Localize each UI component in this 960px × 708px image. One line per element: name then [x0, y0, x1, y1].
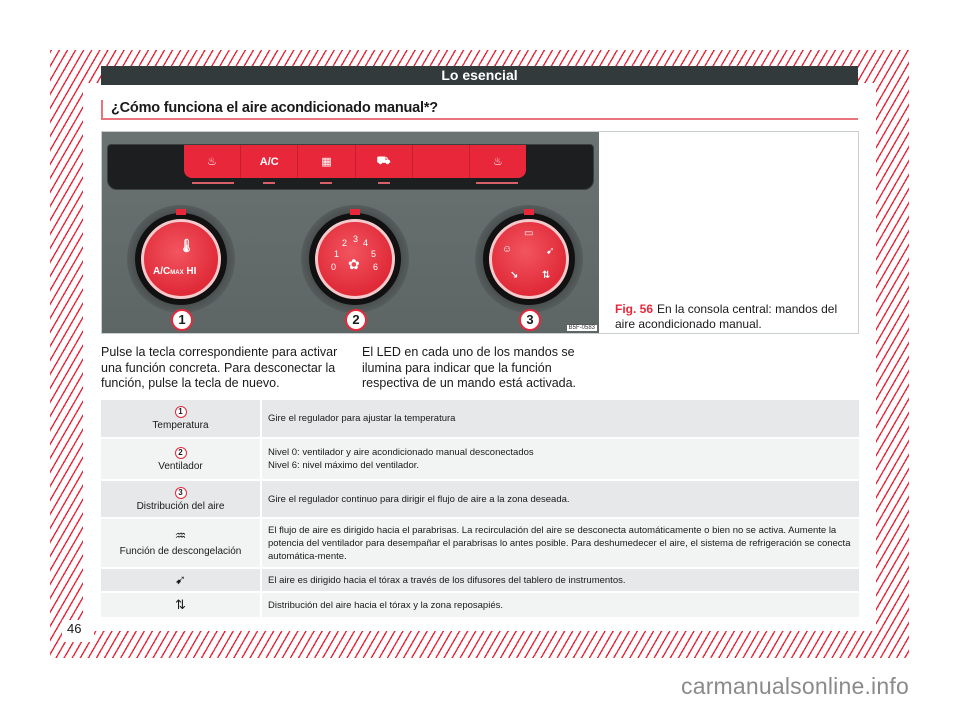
air-feet-icon: ↘ [510, 270, 519, 281]
button-row [184, 145, 526, 178]
row-label: Temperatura [152, 420, 209, 431]
knob-face [489, 219, 569, 299]
table-cell-description [262, 519, 859, 567]
hi-label: HI [186, 266, 197, 277]
table-cell-label [101, 400, 260, 437]
knob-indicator [350, 209, 360, 215]
rear-defrost-icon: ▦ [298, 145, 355, 178]
air-chest-feet-icon: ⇅ [542, 270, 551, 281]
table-cell-description [262, 400, 859, 437]
fan-level: 3 [353, 234, 359, 244]
table-cell-label [101, 439, 260, 479]
table-cell-label [101, 481, 260, 517]
figure-caption [615, 302, 850, 332]
paragraph-right: El LED en cada uno de los mandos se ilumina para indicar que la función respectiva de un mando está activada. [362, 345, 577, 390]
fan-icon: ✿ [348, 256, 360, 272]
fan-level: 5 [371, 249, 377, 259]
ac-panel-illustration [102, 132, 599, 333]
recirculation-car-icon: ⛟ [356, 145, 413, 178]
thermometer-icon: 🌡 [178, 238, 195, 253]
fan-level: 2 [342, 238, 348, 248]
description-line: El flujo de aire es dirigido hacia el parabrisas. La recirculación del aire se desconecta automáticamente o bien no se activa. Aumente la potencia del ventilador para desempañar el parabrisas lo antes posible. Para deshumedecer el aire, el sistema de refrigeración se conecta automática-mente. [268, 524, 851, 562]
number-circle: 1 [175, 406, 187, 418]
table-row [101, 593, 859, 617]
ac-label: A/C [153, 266, 171, 277]
knob-ring [309, 213, 401, 305]
row-label: Distribución del aire [136, 500, 225, 512]
knob-indicator [524, 209, 534, 215]
fan-level: 0 [331, 262, 337, 272]
figure-code: B5F-0583 [568, 325, 595, 331]
table-cell-description [262, 439, 859, 479]
blank-button [413, 145, 470, 178]
windshield-defrost-icon: ▭ [524, 228, 534, 239]
page-title: ¿Cómo funciona el aire acondicionado manual*? [111, 100, 438, 116]
description-line: El aire es dirigido hacia el tórax a través de los difusores del tablero de instrumentos. [268, 574, 626, 586]
max-label: MAX [170, 270, 184, 276]
title-block [101, 100, 858, 120]
knob-face [315, 219, 395, 299]
air-chest-feet-icon: ⇅ [175, 597, 186, 612]
table-row [101, 519, 859, 567]
number-circle: 3 [175, 487, 187, 499]
table-row [101, 569, 859, 591]
knob-ring [135, 213, 227, 305]
table-cell-label [101, 593, 260, 617]
paragraph-left: Pulse la tecla correspondiente para activar una función concreta. Para desconectar la función, pulse la tecla de nuevo. [101, 345, 338, 390]
seat-heating-right-icon: ♨ [493, 156, 503, 168]
knob-face [141, 219, 221, 299]
fan-level: 4 [363, 238, 369, 248]
knob-indicator [176, 209, 186, 215]
led-indicator [476, 182, 518, 184]
fan-level: 1 [334, 249, 340, 259]
distribution-knob [475, 205, 583, 313]
description-line: Distribución del aire hacia el tórax y la zona reposapiés. [268, 599, 503, 611]
table-cell-label [101, 519, 260, 567]
button-strip [107, 144, 594, 190]
section-header: Lo esencial [101, 66, 858, 85]
figure-caption-text: En la consola central: mandos del aire acondicionado manual. [615, 302, 838, 331]
seat-heating-left-icon: ♨ [184, 145, 241, 178]
table-cell-label [101, 569, 260, 591]
led-indicator [192, 182, 234, 184]
windshield-defrost-icon: ♒ [174, 528, 187, 543]
number-circle: 2 [175, 447, 187, 459]
table-row [101, 439, 859, 479]
description-line: Gire el regulador para ajustar la temperatura [268, 413, 456, 424]
callout-1: 1 [171, 309, 193, 331]
watermark: carmanualsonline.info [681, 673, 909, 699]
fan-level: 6 [373, 262, 379, 272]
description-line: Nivel 0: ventilador y aire acondicionado manual desconectados [268, 447, 534, 458]
callout-2: 2 [345, 309, 367, 331]
air-chest-icon: ➹ [546, 246, 555, 257]
page-number: 46 [67, 621, 82, 636]
callout-3: 3 [519, 309, 541, 331]
table-cell-description [262, 593, 859, 617]
ac-button: A/C [241, 145, 298, 178]
fan-knob [301, 205, 409, 313]
figure-label: Fig. 56 [615, 302, 654, 316]
temperature-knob [127, 205, 235, 313]
table-row [101, 400, 859, 437]
description-line: Nivel 6: nivel máximo del ventilador. [268, 460, 420, 471]
led-indicator [378, 182, 390, 184]
knob-ring [483, 213, 575, 305]
air-chest-icon: ➹ [175, 572, 186, 587]
led-indicator [263, 182, 275, 184]
knob-label [153, 266, 196, 277]
description-line: Gire el regulador continuo para dirigir el flujo de aire a la zona deseada. [268, 493, 570, 505]
led-indicator [320, 182, 332, 184]
row-label: Ventilador [158, 460, 203, 472]
row-label: Función de descongelación [119, 546, 242, 557]
table-cell-description [262, 481, 859, 517]
recirc-person-icon: ☺ [502, 244, 513, 255]
table-row [101, 481, 859, 517]
figure [101, 131, 859, 334]
table-cell-description [262, 569, 859, 591]
